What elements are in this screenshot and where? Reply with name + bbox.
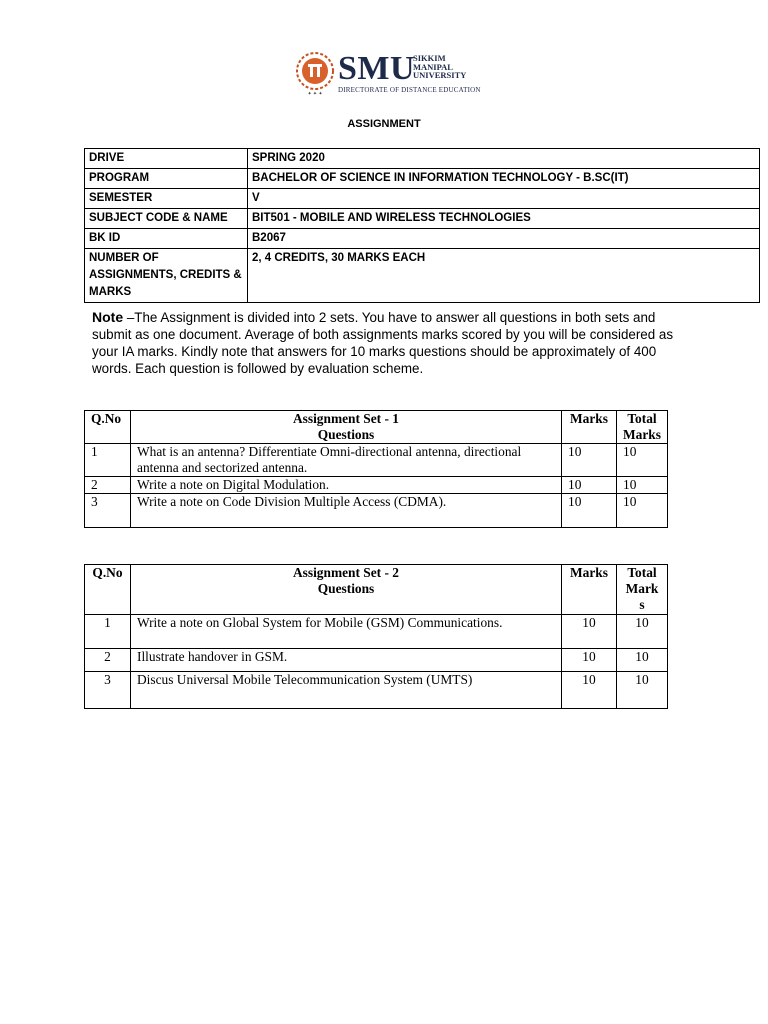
- info-value: 2, 4 CREDITS, 30 MARKS EACH: [248, 249, 760, 303]
- qno-cell: 3: [85, 672, 131, 709]
- qno-cell: 1: [85, 615, 131, 649]
- info-row: [85, 229, 760, 249]
- table-row: [85, 672, 668, 709]
- info-value: BACHELOR OF SCIENCE IN INFORMATION TECHNOLOGY - B.SC(IT): [248, 169, 760, 189]
- assignment-info-table: [84, 148, 760, 303]
- qno-cell: 2: [85, 649, 131, 672]
- marks-cell: 10: [562, 444, 617, 477]
- qno-header: Q.No: [85, 411, 131, 444]
- table-row: [85, 494, 668, 528]
- smu-logo: [294, 50, 484, 98]
- question-cell: Write a note on Digital Modulation.: [131, 477, 562, 494]
- info-row: [85, 149, 760, 169]
- info-row: [85, 209, 760, 229]
- assignment-note: [92, 309, 692, 377]
- info-value: V: [248, 189, 760, 209]
- total-marks-header: Total Mark s: [617, 565, 668, 615]
- table-row: [85, 477, 668, 494]
- set-title: Assignment Set - 1: [292, 411, 399, 426]
- marks-cell: 10: [562, 649, 617, 672]
- info-value: SPRING 2020: [248, 149, 760, 169]
- marks-header: Marks: [562, 565, 617, 615]
- total-cell: 10: [617, 444, 668, 477]
- qno-cell: 1: [85, 444, 131, 477]
- assignment-set-2-table: [84, 564, 668, 709]
- set-title: Assignment Set - 2: [292, 565, 399, 580]
- info-value: B2067: [248, 229, 760, 249]
- info-label: SUBJECT CODE & NAME: [85, 209, 248, 229]
- questions-label: Questions: [317, 427, 375, 442]
- info-label: SEMESTER: [85, 189, 248, 209]
- qno-header: Q.No: [85, 565, 131, 615]
- info-label: DRIVE: [85, 149, 248, 169]
- note-label: Note: [92, 309, 124, 325]
- info-label: PROGRAM: [85, 169, 248, 189]
- questions-header: [131, 411, 562, 444]
- total-cell: 10: [617, 477, 668, 494]
- table-row: [85, 444, 668, 477]
- logo-directorate: DIRECTORATE OF DISTANCE EDUCATION: [338, 86, 481, 94]
- info-row: [85, 189, 760, 209]
- info-row: [85, 169, 760, 189]
- marks-cell: 10: [562, 615, 617, 649]
- table-row: [85, 649, 668, 672]
- qno-cell: 3: [85, 494, 131, 528]
- marks-cell: 10: [562, 672, 617, 709]
- total-marks-header: Total Marks: [617, 411, 668, 444]
- total-cell: 10: [617, 615, 668, 649]
- svg-text:✦ ✦ ✦: ✦ ✦ ✦: [307, 92, 323, 97]
- question-cell: Write a note on Global System for Mobile (GSM) Communications.: [131, 615, 562, 649]
- table-header-row: [85, 411, 668, 444]
- table-row: [85, 615, 668, 649]
- marks-cell: 10: [562, 477, 617, 494]
- question-cell: Discus Universal Mobile Telecommunication System (UMTS): [131, 672, 562, 709]
- marks-header: Marks: [562, 411, 617, 444]
- question-cell: Illustrate handover in GSM.: [131, 649, 562, 672]
- info-label: NUMBER OF ASSIGNMENTS, CREDITS & MARKS: [85, 249, 248, 303]
- info-value: BIT501 - MOBILE AND WIRELESS TECHNOLOGIES: [248, 209, 760, 229]
- question-cell: What is an antenna? Differentiate Omni-directional antenna, directional antenna and sectorized antenna.: [131, 444, 562, 477]
- assignment-set-1-table: [84, 410, 668, 528]
- logo-university-name: SIKKIM MANIPAL UNIVERSITY: [413, 53, 467, 80]
- table-header-row: [85, 565, 668, 615]
- logo-brand: SMU: [338, 50, 416, 87]
- question-cell: Write a note on Code Division Multiple Access (CDMA).: [131, 494, 562, 528]
- info-row: [85, 249, 760, 303]
- smu-emblem-icon: [294, 50, 338, 98]
- questions-header: [131, 565, 562, 615]
- total-cell: 10: [617, 494, 668, 528]
- total-cell: 10: [617, 649, 668, 672]
- info-label: BK ID: [85, 229, 248, 249]
- questions-label: Questions: [317, 581, 375, 596]
- total-cell: 10: [617, 672, 668, 709]
- page-title: ASSIGNMENT: [347, 118, 421, 130]
- qno-cell: 2: [85, 477, 131, 494]
- note-text: –The Assignment is divided into 2 sets. You have to answer all questions in both sets and submit as one document. Average of both assignments marks scored by you will be considered as your IA marks. Kindly note that answers for 10 marks questions should be approximately of 400 words. Each question is followed by evaluation scheme.: [92, 310, 674, 376]
- marks-cell: 10: [562, 494, 617, 528]
